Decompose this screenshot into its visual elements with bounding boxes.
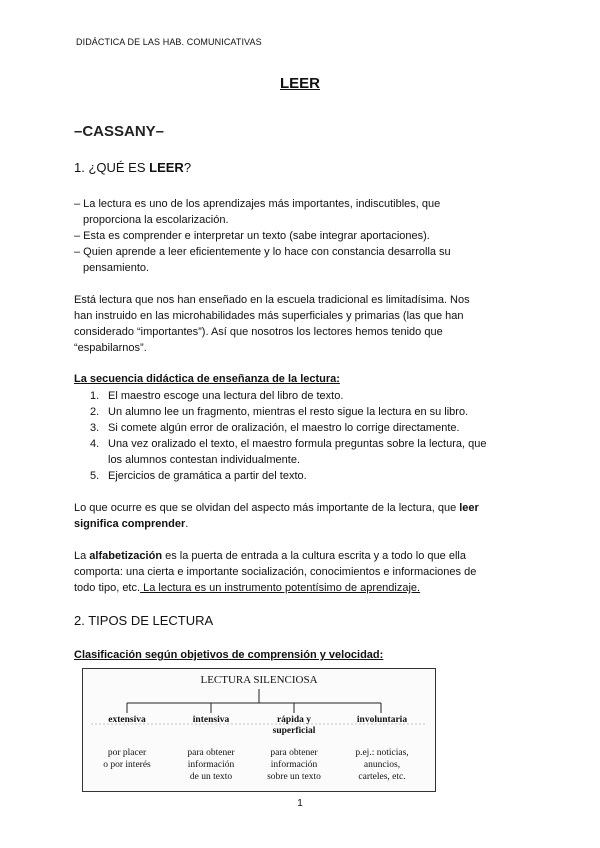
sequence-steps [74,388,534,484]
running-header: DIDÁCTICA DE LAS HAB. COMUNICATIVAS [76,37,262,47]
description-involuntaria: p.ej.: noticias, anuncios, carteles, etc. [355,748,409,782]
list-item: 5. Ejercicios de gramática a partir del texto. [90,470,307,482]
bullet-line: proporciona la escolarización. [83,214,229,226]
reading-types-diagram [82,668,436,792]
category-involuntaria: involuntaria [356,715,408,725]
category-extensiva: extensiva [108,715,146,725]
section-1-heading: 1. ¿QUÉ ES LEER? [74,160,192,175]
bullet-line: – La lectura es uno de los aprendizajes más importantes, indiscutibles, que [74,198,441,210]
page-number: 1 [297,798,303,809]
literacy-paragraph: La alfabetización es la puerta de entrada a la cultura escrita y a todo lo que ella comporta: una cierta e importante socialización, conocimientos e informaciones de todo tipo, etc. La lectura es un instrumento potentísimo de aprendizaje. [74,550,477,594]
list-item: 1. El maestro escoge una lectura del libro de texto. [90,390,344,402]
bullet-line: pensamiento. [83,262,150,274]
classification-heading: Clasificación según objetivos de comprensión y velocidad: [74,649,384,661]
traditional-reading-paragraph: Está lectura que nos han enseñado en la escuela tradicional es limitadísima. Nos han instruido en las microhabilidades más superficiales y primarias (las que han considerado “importantes”). Así que nosotros los lectores hemos tenido que “espabilarnos”. [74,294,470,354]
description-rapida: para obtener información sobre un texto [267,748,321,782]
description-intensiva: para obtener información de un texto [187,748,235,782]
section-2-heading: 2. TIPOS DE LECTURA [74,613,214,628]
sequence-heading: La secuencia didáctica de enseñanza de la lectura: [74,373,340,385]
author-heading: –CASSANY– [74,123,165,140]
definition-bullets [74,196,526,276]
category-intensiva: intensiva [192,715,230,725]
description-extensiva: por placer o por interés [103,748,151,770]
diagram-root-label: LECTURA SILENCIOSA [200,674,318,686]
conclusion-paragraph: Lo que ocurre es que se olvidan del aspecto más importante de la lectura, que leer significa comprender. [74,502,479,530]
document-title: LEER [279,75,320,92]
list-item: 2. Un alumno lee un fragmento, mientras el resto sigue la lectura en su libro. [90,406,469,418]
bullet-line: – Quien aprende a leer eficientemente y lo hace con constancia desarrolla su [74,246,451,258]
list-item: 4. Una vez oralizado el texto, el maestro formula preguntas sobre la lectura, que los alumnos contestan individualmente. [90,438,487,466]
category-rapida: rápida y superficial [272,715,316,736]
bullet-line: – Esta es comprender e interpretar un texto (sabe integrar aportaciones). [74,230,430,242]
list-item: 3. Si comete algún error de oralización, el maestro lo corrige directamente. [90,422,460,434]
